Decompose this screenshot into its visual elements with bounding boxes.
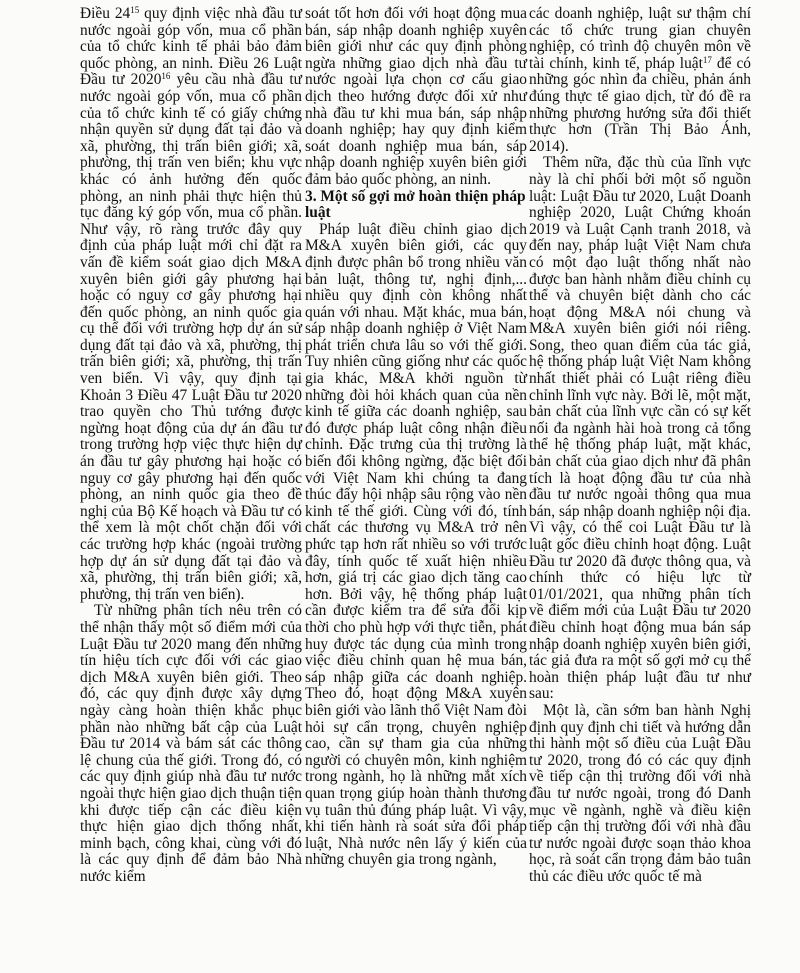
text-run: để có những góc nhìn đa chiều, phản ánh đúng thực tế giao dịch, từ đó đề ra những phương hướng sửa đổi thiết thực hơn (Trần Thị Bảo Ánh, 2014). — [529, 54, 752, 155]
paragraph — [529, 6, 751, 155]
text-column-1 — [80, 6, 302, 885]
section-heading: 3. Một số gợi mở hoàn thiện pháp luật — [305, 187, 526, 222]
footnote-ref[interactable]: 17 — [702, 54, 712, 65]
footnote-ref[interactable]: 15 — [130, 5, 140, 15]
text-run: các doanh nghiệp, luật sư thậm chí các tổ chức trung gian chuyên nghiệp, có trình độ chuyên môn về tài chính, kinh tế, pháp luật — [529, 5, 751, 72]
paragraph: soát tốt hơn đối với hoạt động mua bán, sáp nhập doanh nghiệp xuyên biên giới như các quy định phòng ngừa những giao dịch nhà đầu tư nước ngoài lựa chọn cơ cấu giao dịch theo hướng được đối xử như nhà đầu tư khi mua bán, sáp nhập doanh nghiệp; hay quy định kiểm soát doanh nghiệp mua bán, sáp nhập doanh nghiệp xuyên biên giới đảm bảo quốc phòng, an ninh. — [305, 5, 527, 188]
paragraph: Pháp luật điều chỉnh giao dịch M&A xuyên biên giới, các quy định được phân bổ trong nhiều văn bản luật, thông tư, nghị định,... nhiều quy định còn không nhất quán với nhau. Mặt khác, mua bán, sáp nhập doanh nghiệp ở Việt Nam phát triển chưa lâu so với thế giới. Tuy nhiên cũng giống như các quốc gia khác, M&A khởi nguồn từ những đòi hỏi khách quan của nền kinh tế giữa các doanh nghiệp, sau đó được pháp luật công nhận điều chỉnh. Đặc trưng của thị trường là biến đổi không ngừng, đặc biệt đối với Việt Nam khi chúng ta đang thúc đẩy hội nhập sâu rộng vào nền kinh tế thế giới. Cùng với đó, tính chất các thương vụ M&A trở nên phức tạp hơn rất nhiều so với trước đây, tính quốc tế xuất hiện nhiều hơn, giá trị các giao dịch tăng cao hơn. Bởi vậy, hệ thống pháp luật cần được kiểm tra để sửa đổi kịp thời cho phù hợp với thực tiễn, phát huy được tác dụng của mình trong việc điều chỉnh quan hệ mua bán, sáp nhập giữa các doanh nghiệp. Theo đó, hoạt động M&A xuyên biên giới vào lãnh thổ Việt Nam đòi hỏi sự cẩn trọng, chuyên nghiệp cao, cần sự tham gia của những người có chuyên môn, kinh nghiệm trong ngành, họ là những mắt xích quan trọng giúp hoàn thành thương vụ tuân thủ đúng pháp luật. Vì vậy, khi tiến hành rà soát sửa đổi pháp luật, Nhà nước nên lấy ý kiến của những chuyên gia trong ngành, — [305, 220, 527, 869]
paragraph: Từ những phân tích nêu trên có thể nhận thấy một số điểm mới của Luật Đầu tư 2020 mang đến những tín hiệu tích cực đối với các giao dịch M&A xuyên biên giới. Theo đó, các quy định được xây dựng ngày càng hoàn thiện khắc phục phần nào những bất cập của Luật Đầu tư 2014 và bám sát các thông lệ chung của thế giới. Trong đó, có các quy định giúp nhà đầu tư nước ngoài thực hiện giao dịch thuận tiện khi được tiếp cận các điều kiện thực hiện giao dịch thống nhất, minh bạch, công khai, cùng với đó là các quy định để đảm bảo Nhà nước kiểm — [80, 602, 302, 885]
paragraph: Một là, cần sớm ban hành Nghị định quy định chi tiết và hướng dẫn thi hành một số điều của Luật Đầu tư 2020, trong đó có các quy định về tiếp cận thị trường đối với nhà đầu tư nước ngoài, trong đó Danh mục về ngành, nghề và điều kiện tiếp cận thị trường đối với nhà đầu tư nước ngoài được soạn thảo khoa học, rà soát cẩn trọng đảm bảo tuân thủ các điều ước quốc tế mà — [529, 701, 751, 885]
text-column-3 — [529, 6, 751, 885]
text-run: quy định việc nhà đầu tư nước ngoài góp vốn, mua cổ phần của tổ chức kinh tế phải bảo đảm quốc phòng, an ninh. Điều 26 Luật Đầu tư 2020 — [80, 5, 303, 89]
text-run: yêu cầu nhà đầu tư nước ngoài góp vốn, mua cổ phần của tổ chức kinh tế có giấy chứng nhận quyền sử dụng đất tại đảo và xã, phường, thị trấn biên giới; xã, phường, thị trấn ven biển; khu vực khác có ảnh hưởng đến quốc phòng, an ninh phải thực hiện thủ tục đăng ký góp vốn, mua cổ phần. Như vậy, rõ ràng trước đây quy định của pháp luật mới chỉ đặt ra vấn đề kiểm soát giao dịch M&A xuyên biên giới gây phương hại hoặc có nguy cơ gây phương hại đến quốc phòng, an ninh quốc gia cụ thể đối với trường hợp dự án sử dụng đất tại đảo và xã, phường, thị trấn biên giới; xã, phường, thị trấn ven biển. Vì vậy, quy định tại Khoản 3 Điều 47 Luật Đầu tư 2020 trao quyền cho Thủ tướng được ngừng hoạt động của dự án đầu tư trong trường hợp việc thực hiện dự án đầu tư gây phương hại hoặc có nguy cơ gây phương hại đến quốc phòng, an ninh quốc gia theo đề nghị của Bộ Kế hoạch và Đầu tư có thể xem là một chốt chặn đối với các trường hợp khác (ngoài trường hợp dự án sử dụng đất tại đảo và xã, phường, thị trấn biên giới; xã, phường, thị trấn ven biển). — [80, 71, 302, 603]
paragraph: Thêm nữa, đặc thù của lĩnh vực này là chỉ phối bởi một số nguồn luật: Luật Đầu tư 2020, Luật Doanh nghiệp 2020, Luật Chứng khoán 2019 và Luật Cạnh tranh 2018, và đến nay, pháp luật Việt Nam chưa có một đạo luật thống nhất nào được ban hành nhằm điều chỉnh cụ thể và chuyên biệt dành cho các hoạt động M&A nói chung và M&A xuyên biên giới nói riêng. Song, theo quan điểm của tác giả, hệ thống pháp luật Việt Nam không nhất thiết phải có Luật riêng điều chỉnh lĩnh vực này. Bởi lẽ, một mặt, bản chất của lĩnh vực cần có sự kết nối đa ngành hài hoà trong cả tổng thể hệ thống pháp luật, mặt khác, bản chất của giao dịch như đã phân tích là hoạt động đầu tư của nhà đầu tư nước ngoài thông qua mua bán, sáp nhập doanh nghiệp nội địa. Vì vậy, có thể coi Luật Đầu tư là luật gốc điều chỉnh hoạt động. Luật Đầu tư 2020 đã được thông qua, và chính thức có hiệu lực từ 01/01/2021, qua những phân tích về điểm mới của Luật Đầu tư 2020 điều chỉnh hoạt động mua bán sáp nhập doanh nghiệp xuyên biên giới, tác giả đưa ra một số gợi mở cụ thể hoàn thiện pháp luật đầu tư như sau: — [529, 154, 751, 703]
paragraph — [80, 6, 302, 603]
text-column-2 — [305, 6, 527, 869]
footnote-ref[interactable]: 16 — [161, 71, 171, 82]
text-run: Điều 24 — [80, 5, 131, 22]
